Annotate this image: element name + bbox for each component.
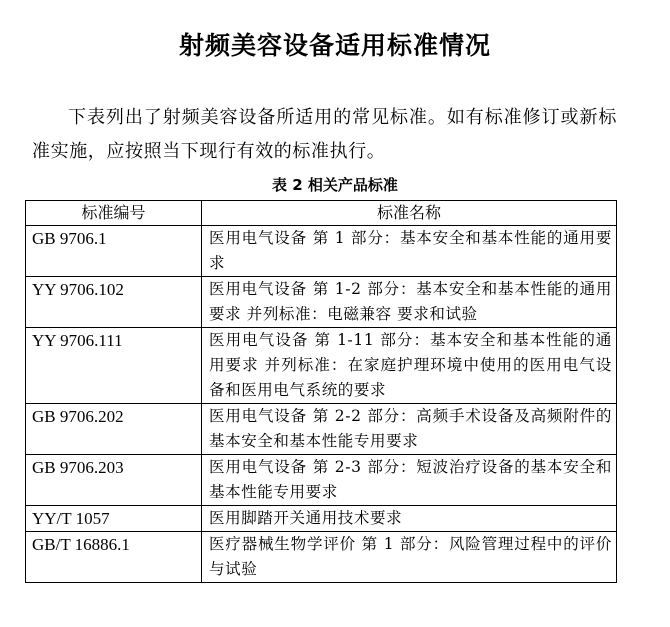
standard-code: YY/T 1057 [26,506,202,532]
standard-name: 医用电气设备 第 2-3 部分：短波治疗设备的基本安全和基本性能专用要求 [202,455,617,506]
standard-code: YY 9706.102 [26,277,202,328]
standard-code: GB 9706.203 [26,455,202,506]
standard-name: 医用电气设备 第 1 部分：基本安全和基本性能的通用要求 [202,226,617,277]
standard-code: GB/T 16886.1 [26,532,202,583]
table-row [26,277,617,328]
standard-name: 医疗器械生物学评价 第 1 部分：风险管理过程中的评价与试验 [202,532,617,583]
table-row [26,532,617,583]
table-row [26,226,617,277]
table-row [26,328,617,404]
standard-code: GB 9706.202 [26,404,202,455]
standard-name: 医用电气设备 第 1-11 部分：基本安全和基本性能的通用要求 并列标准：在家庭护理环境中使用的医用电气设备和医用电气系统的要求 [202,328,617,404]
intro-paragraph: 下表列出了射频美容设备所适用的常见标准。如有标准修订或新标准实施，应按照当下现行有效的标准执行。 [32,107,617,162]
column-header-code: 标准编号 [26,201,202,226]
standard-code: GB 9706.1 [26,226,202,277]
table-row [26,455,617,506]
table-row [26,506,617,532]
table-row [26,404,617,455]
standard-name: 医用电气设备 第 2-2 部分：高频手术设备及高频附件的基本安全和基本性能专用要求 [202,404,617,455]
standards-table [25,200,617,583]
page-title: 射频美容设备适用标准情况 [178,31,491,60]
standard-code: YY 9706.111 [26,328,202,404]
standard-name: 医用脚踏开关通用技术要求 [202,506,617,532]
column-header-name: 标准名称 [202,201,617,226]
table-header-row [26,201,617,226]
table-caption: 表 2 相关产品标准 [272,176,398,194]
standard-name: 医用电气设备 第 1-2 部分：基本安全和基本性能的通用要求 并列标准：电磁兼容 要求和试验 [202,277,617,328]
